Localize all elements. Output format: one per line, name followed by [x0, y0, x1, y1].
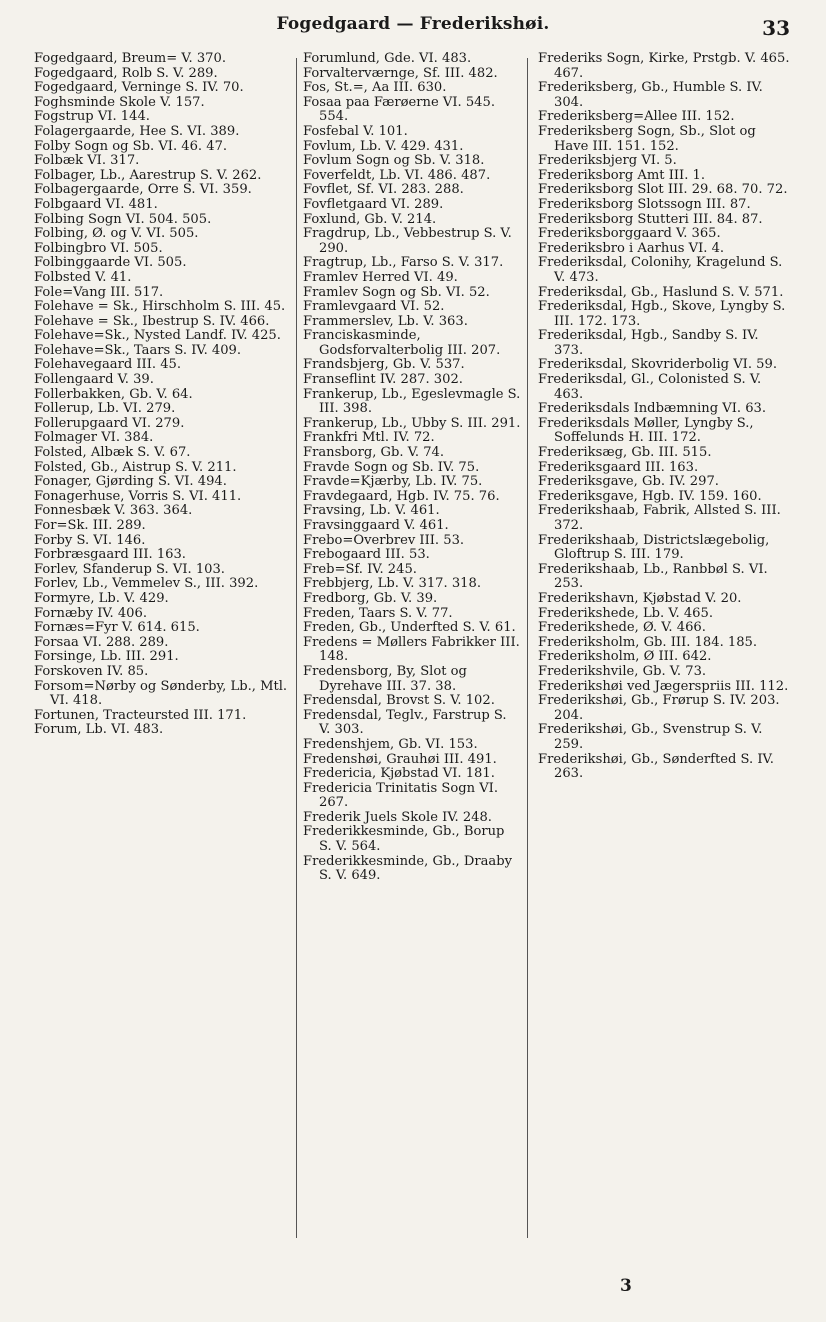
- index-entry: Frederikshaab, Lb., Ranbbøl S. VI. 253.: [538, 561, 768, 592]
- index-entry: Frederiksbjerg VI. 5.: [538, 153, 677, 169]
- index-entry: Frederiksdal, Hgb., Skove, Lyngby S. III. 172. 173.: [538, 299, 786, 329]
- index-entry: Frederiksborg Slotssogn III. 87.: [538, 196, 751, 212]
- index-entry: Frederiksdal, Colonihy, Kragelund S. V. 473.: [538, 255, 783, 285]
- index-entry: Frederiksgave, Hgb. IV. 159. 160.: [538, 488, 762, 504]
- index-entry: Frederikshøi, Gb., Sønderfted S. IV. 263.: [538, 751, 774, 782]
- index-entry: Fravsinggaard V. 461.: [303, 518, 449, 533]
- index-entry: Freb=Sf. IV. 245.: [303, 561, 417, 577]
- index-entry: Forum, Lb. VI. 483.: [34, 722, 164, 738]
- index-entry: Frederiksberg, Gb., Humble S. IV. 304.: [538, 80, 763, 110]
- index-entry: Frederikshede, Lb. V. 465.: [538, 605, 714, 621]
- index-entry: Frankerup, Lb., Ubby S. III. 291.: [303, 415, 521, 431]
- signature-mark: 3: [620, 1276, 632, 1296]
- index-entry: Frederikshaab, Districtslægebolig, Gloftrup S. III. 179.: [538, 532, 770, 563]
- index-entry: Fogedgaard, Breum= V. 370.: [34, 51, 226, 66]
- index-entry: Folbingbro VI. 505.: [34, 240, 163, 256]
- index-entry: Frederiksgave, Gb. IV. 297.: [538, 474, 719, 490]
- index-entry: Forskoven IV. 85.: [34, 663, 149, 679]
- index-entry: Frederiks Sogn, Kirke, Prstgb. V. 465. 467.: [538, 51, 790, 81]
- index-entry: Fogstrup VI. 144.: [34, 109, 150, 125]
- index-entry: Frederiksdals Indbæmning VI. 63.: [538, 401, 767, 417]
- index-entry: Fos, St.=, Aa III. 630.: [303, 80, 447, 96]
- index-entry: Frederiksborg Slot III. 29. 68. 70. 72.: [538, 182, 788, 198]
- index-entry: Frederiksborggaard V. 365.: [538, 226, 721, 242]
- index-column-1: [34, 52, 290, 738]
- index-entry: Frederikshede, Ø. V. 466.: [538, 620, 706, 636]
- index-entry: Forsom=Nørby og Sønderby, Lb., Mtl. VI. 418.: [34, 678, 288, 709]
- index-entry: Fogedgaard, Rolb S. V. 289.: [34, 65, 218, 81]
- index-entry: Fonager, Gjørding S. VI. 494.: [34, 474, 227, 490]
- index-entry: Folbager, Lb., Aarestrup S. V. 262.: [34, 167, 262, 183]
- index-entry: Fosaa paa Færøerne VI. 545. 554.: [303, 94, 496, 125]
- index-entry: Framlev Sogn og Sb. VI. 52.: [303, 284, 490, 300]
- index-entry: Frederikshavn, Kjøbstad V. 20.: [538, 590, 742, 606]
- index-entry: Frederiksdals Møller, Lyngby S., Soffelunds H. III. 172.: [538, 415, 754, 446]
- index-entry: Forsaa VI. 288. 289.: [34, 634, 169, 650]
- index-entry: Fransborg, Gb. V. 74.: [303, 445, 445, 461]
- index-column-3: [538, 52, 790, 782]
- index-entry: Fonnesbæk V. 363. 364.: [34, 503, 193, 519]
- index-entry: Fredensdal, Brovst S. V. 102.: [303, 693, 495, 709]
- index-entry: Frederiksberg=Allee III. 152.: [538, 109, 735, 125]
- index-entry: Fogedgaard, Verninge S. IV. 70.: [34, 80, 244, 96]
- index-entry: Folagergaarde, Hee S. VI. 389.: [34, 123, 240, 139]
- index-entry: Frederikshøi ved Jægerspriis III. 112.: [538, 678, 789, 694]
- index-entry: Franciskasminde, Godsforvalterbolig III. 207.: [303, 328, 501, 358]
- index-entry: Frederikshøi, Gb., Frørup S. IV. 203. 204.: [538, 693, 780, 723]
- page-number: 33: [762, 16, 790, 40]
- index-entry: Fravde Sogn og Sb. IV. 75.: [303, 459, 480, 475]
- index-entry: Fole=Vang III. 517.: [34, 284, 164, 300]
- index-entry: Fravde=Kjærby, Lb. IV. 75.: [303, 474, 483, 490]
- index-entry: Frammerslev, Lb. V. 363.: [303, 313, 468, 329]
- index-entry: Frederikshaab, Fabrik, Allsted S. III. 372.: [538, 503, 781, 533]
- index-entry: Fredericia Trinitatis Sogn VI. 267.: [303, 780, 498, 811]
- index-entry: Follerupgaard VI. 279.: [34, 415, 185, 431]
- index-entry: Foverfeldt, Lb. VI. 486. 487.: [303, 167, 491, 183]
- index-entry: For=Sk. III. 289.: [34, 518, 146, 533]
- index-entry: Frederikkesminde, Gb., Borup S. V. 564.: [303, 824, 505, 855]
- index-entry: Fredborg, Gb. V. 39.: [303, 590, 438, 606]
- index-entry: Frederiksdal, Hgb., Sandby S. IV. 373.: [538, 328, 759, 358]
- index-entry: Folbing, Ø. og V. VI. 505.: [34, 226, 199, 242]
- index-entry: Fovlum Sogn og Sb. V. 318.: [303, 153, 485, 169]
- index-entry: Frederiksborg Amt III. 1.: [538, 167, 706, 183]
- index-entry: Fornæby IV. 406.: [34, 605, 148, 621]
- index-entry: Folehave = Sk., Hirschholm S. III. 45.: [34, 299, 286, 315]
- index-entry: Frederiksberg Sogn, Sb., Slot og Have III. 151. 152.: [538, 123, 756, 154]
- index-entry: Franseflint IV. 287. 302.: [303, 372, 463, 388]
- index-entry: Fovfletgaard VI. 289.: [303, 196, 444, 212]
- index-entry: Fredenshøi, Grauhøi III. 491.: [303, 751, 497, 767]
- index-entry: Folsted, Albæk S. V. 67.: [34, 445, 191, 461]
- index-entry: Fravdegaard, Hgb. IV. 75. 76.: [303, 488, 500, 504]
- index-entry: Frebbjerg, Lb. V. 317. 318.: [303, 576, 481, 592]
- index-entry: Forlev, Sfanderup S. VI. 103.: [34, 561, 225, 577]
- index-entry: Frederiksdal, Skovriderbolig VI. 59.: [538, 357, 778, 373]
- index-entry: Frederiksborg Stutteri III. 84. 87.: [538, 211, 763, 227]
- index-entry: Framlev Herred VI. 49.: [303, 269, 458, 285]
- index-entry: Frebogaard III. 53.: [303, 547, 430, 563]
- index-entry: Folbsted V. 41.: [34, 269, 132, 285]
- index-entry: Fredensdal, Teglv., Farstrup S. V. 303.: [303, 707, 507, 738]
- index-entry: Forbræsgaard III. 163.: [34, 547, 186, 563]
- index-entry: Frederiksbro i Aarhus VI. 4.: [538, 240, 725, 256]
- index-column-2: [303, 52, 521, 884]
- index-entry: Fredericia, Kjøbstad VI. 181.: [303, 766, 495, 782]
- index-entry: Follerbakken, Gb. V. 64.: [34, 386, 193, 402]
- index-entry: Frederiksholm, Ø III. 642.: [538, 649, 712, 665]
- index-entry: Fosfebal V. 101.: [303, 123, 408, 139]
- index-entry: Folbing Sogn VI. 504. 505.: [34, 211, 212, 227]
- index-entry: Folehave = Sk., Ibestrup S. IV. 466.: [34, 313, 270, 329]
- index-entry: Frankfri Mtl. IV. 72.: [303, 430, 435, 446]
- index-entry: Frederiksæg, Gb. III. 515.: [538, 445, 712, 461]
- column-divider-left: [296, 58, 297, 1238]
- index-entry: Forumlund, Gde. VI. 483.: [303, 51, 472, 66]
- index-entry: Forlev, Lb., Vemmelev S., III. 392.: [34, 576, 259, 592]
- index-entry: Folbæk VI. 317.: [34, 153, 140, 169]
- index-entry: Fredensborg, By, Slot og Dyrehave III. 37. 38.: [303, 663, 467, 694]
- index-entry: Folsted, Gb., Aistrup S. V. 211.: [34, 459, 237, 475]
- index-entry: Frebo=Overbrev III. 53.: [303, 532, 465, 548]
- index-entry: Frederiksdal, Gl., Colonisted S. V. 463.: [538, 372, 762, 402]
- index-entry: Fortunen, Tracteursted III. 171.: [34, 707, 247, 723]
- index-entry: Forby S. VI. 146.: [34, 532, 146, 548]
- index-entry: Folbinggaarde VI. 505.: [34, 255, 187, 271]
- index-entry: Frandsbjerg, Gb. V. 537.: [303, 357, 465, 373]
- index-entry: Fonagerhuse, Vorris S. VI. 411.: [34, 488, 242, 504]
- index-entry: Frederiksgaard III. 163.: [538, 459, 699, 475]
- index-entry: Fredens = Møllers Fabrikker III. 148.: [303, 634, 520, 665]
- index-entry: Frederiksholm, Gb. III. 184. 185.: [538, 634, 758, 650]
- index-entry: Frederikkesminde, Gb., Draaby S. V. 649.: [303, 853, 512, 884]
- index-entry: Frederikshvile, Gb. V. 73.: [538, 663, 707, 679]
- column-divider-right: [527, 58, 528, 1238]
- index-entry: Frankerup, Lb., Egeslevmagle S. III. 398.: [303, 386, 521, 417]
- index-entry: Fovflet, Sf. VI. 283. 288.: [303, 182, 464, 198]
- index-entry: Fragdrup, Lb., Vebbestrup S. V. 290.: [303, 226, 512, 256]
- index-entry: Fredenshjem, Gb. VI. 153.: [303, 736, 478, 752]
- index-entry: Folbgaard VI. 481.: [34, 196, 158, 212]
- index-entry: Frederik Juels Skole IV. 248.: [303, 809, 492, 825]
- index-entry: Freden, Gb., Underfted S. V. 61.: [303, 620, 516, 636]
- index-entry: Frederiksdal, Gb., Haslund S. V. 571.: [538, 284, 784, 300]
- index-entry: Fovlum, Lb. V. 429. 431.: [303, 138, 464, 154]
- index-entry: Framlevgaard VI. 52.: [303, 299, 445, 315]
- index-entry: Fravsing, Lb. V. 461.: [303, 503, 440, 519]
- index-entry: Follengaard V. 39.: [34, 372, 154, 388]
- index-entry: Folehave=Sk., Nysted Landf. IV. 425.: [34, 328, 281, 344]
- index-entry: Folehavegaard III. 45.: [34, 357, 182, 373]
- index-entry: Forsinge, Lb. III. 291.: [34, 649, 179, 665]
- index-entry: Folby Sogn og Sb. VI. 46. 47.: [34, 138, 228, 154]
- index-entry: Frederikshøi, Gb., Svenstrup S. V. 259.: [538, 722, 763, 752]
- running-title: Fogedgaard — Frederikshøi.: [276, 14, 550, 34]
- index-entry: Fragtrup, Lb., Farso S. V. 317.: [303, 255, 504, 271]
- index-entry: Folmager VI. 384.: [34, 430, 154, 446]
- index-entry: Freden, Taars S. V. 77.: [303, 605, 453, 621]
- index-entry: Folbagergaarde, Orre S. VI. 359.: [34, 182, 252, 198]
- index-entry: Folehave=Sk., Taars S. IV. 409.: [34, 342, 242, 358]
- index-entry: Forvalterværnge, Sf. III. 482.: [303, 65, 498, 81]
- page-header: [0, 14, 826, 44]
- index-entry: Foxlund, Gb. V. 214.: [303, 211, 437, 227]
- index-entry: Follerup, Lb. VI. 279.: [34, 401, 176, 417]
- index-entry: Foghsminde Skole V. 157.: [34, 94, 205, 110]
- index-entry: Formyre, Lb. V. 429.: [34, 590, 169, 606]
- index-entry: Fornæs=Fyr V. 614. 615.: [34, 620, 200, 636]
